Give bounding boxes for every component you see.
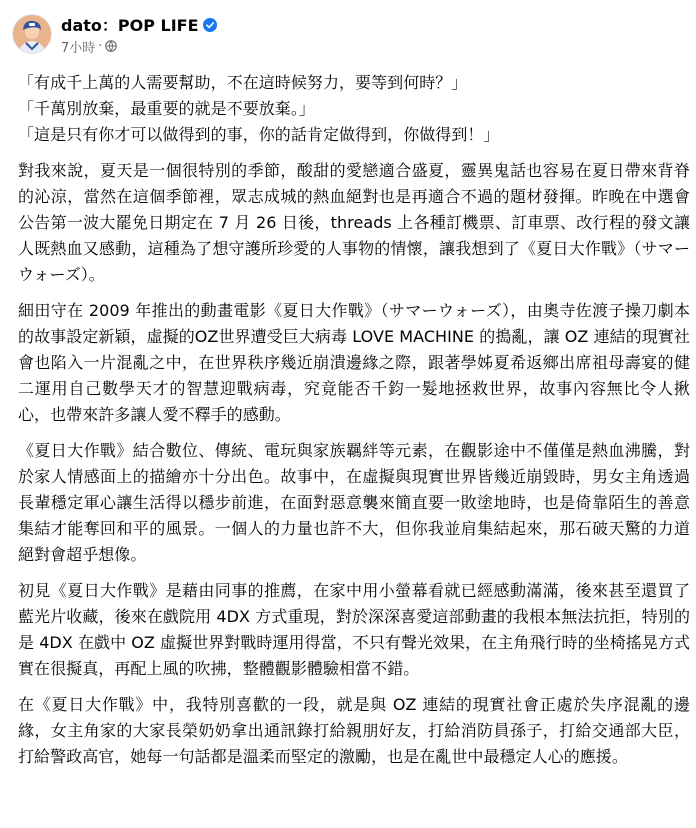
post-header <box>12 12 217 56</box>
post-meta <box>61 37 217 55</box>
quote-block <box>18 70 690 148</box>
author-row <box>61 13 217 35</box>
quote-line: 「有成千上萬的人需要幫助，不在這時候努力，要等到何時？」 <box>18 73 468 92</box>
author-avatar[interactable] <box>12 14 52 54</box>
post-paragraph: 對我來說，夏天是一個很特別的季節，酸甜的愛戀適合盛夏，靈異鬼話也容易在夏日帶來背脊的沁涼，當然在這個季節裡，眾志成城的熱血絕對也是再適合不過的題材發揮。昨晚在中選會公告第一波大罷免日期定在 7 月 26 日後，threads 上各種訂機票、訂車票、改行程的發文讓人既熱血又感動，這種為了想守護所珍愛的人事物的情懷，讓我想到了《夏日大作戰》（サマーウォーズ）。 <box>18 161 690 284</box>
quote-line: 「這是只有你才可以做得到的事，你的話肯定做得到，你做得到！」 <box>18 125 500 144</box>
post-paragraph: 初見《夏日大作戰》是藉由同事的推薦，在家中用小螢幕看就已經感動滿滿，後來甚至還買了藍光片收藏，後來在戲院用 4DX 方式重現，對於深深喜愛這部動畫的我根本無法抗拒，特別的是 4DX 在戲中 OZ 虛擬世界對戰時運用得當，不只有聲光效果，在主角飛行時的坐椅搖晃方式實在很擬真，再配上風的吹拂，整體觀影體驗相當不錯。 <box>18 581 690 678</box>
post-body <box>18 70 690 780</box>
meta-separator: · <box>98 38 103 54</box>
globe-icon[interactable] <box>105 40 117 52</box>
post-paragraph: 細田守在 2009 年推出的動畫電影《夏日大作戰》（サマーウォーズ），由奧寺佐渡子操刀劇本的故事設定新穎，虛擬的OZ世界遭受巨大病毒 LOVE MACHINE 的搗亂，讓 OZ 連結的現實社會也陷入一片混亂之中，在世界秩序幾近崩潰邊緣之際，跟著學姊夏希返鄉出席祖母壽宴的健二運用自己數學天才的智慧迎戰病毒，究竟能否千鈞一髮地拯救世界，故事內容無比令人揪心，也帶來許多讓人愛不釋手的感動。 <box>18 301 690 424</box>
author-name[interactable]: dato：POP LIFE <box>61 15 199 35</box>
post-timestamp[interactable]: 7小時 <box>61 40 96 56</box>
verified-badge-icon <box>203 17 217 31</box>
quote-line: 「千萬別放棄，最重要的就是不要放棄。」 <box>18 99 315 118</box>
header-text <box>61 13 217 55</box>
post-paragraph: 在《夏日大作戰》中，我特別喜歡的一段，就是與 OZ 連結的現實社會正處於失序混亂的邊緣，女主角家的大家長榮奶奶拿出通訊錄打給親朋好友，打給消防員孫子，打給交通部大臣，打給警政高官，她每一句話都是溫柔而堅定的激勵，也是在亂世中最穩定人心的應援。 <box>18 695 690 766</box>
post-paragraph: 《夏日大作戰》結合數位、傳統、電玩與家族羈絆等元素，在觀影途中不僅僅是熱血沸騰，對於家人情感面上的描繪亦十分出色。故事中，在虛擬與現實世界皆幾近崩毀時，男女主角透過長輩穩定軍心讓生活得以穩步前進，在面對惡意襲來簡直要一敗塗地時，也是倚靠陌生的善意集結才能奪回和平的風景。一個人的力量也許不大，但你我並肩集結起來，那石破天驚的力道絕對會超乎想像。 <box>18 441 690 564</box>
